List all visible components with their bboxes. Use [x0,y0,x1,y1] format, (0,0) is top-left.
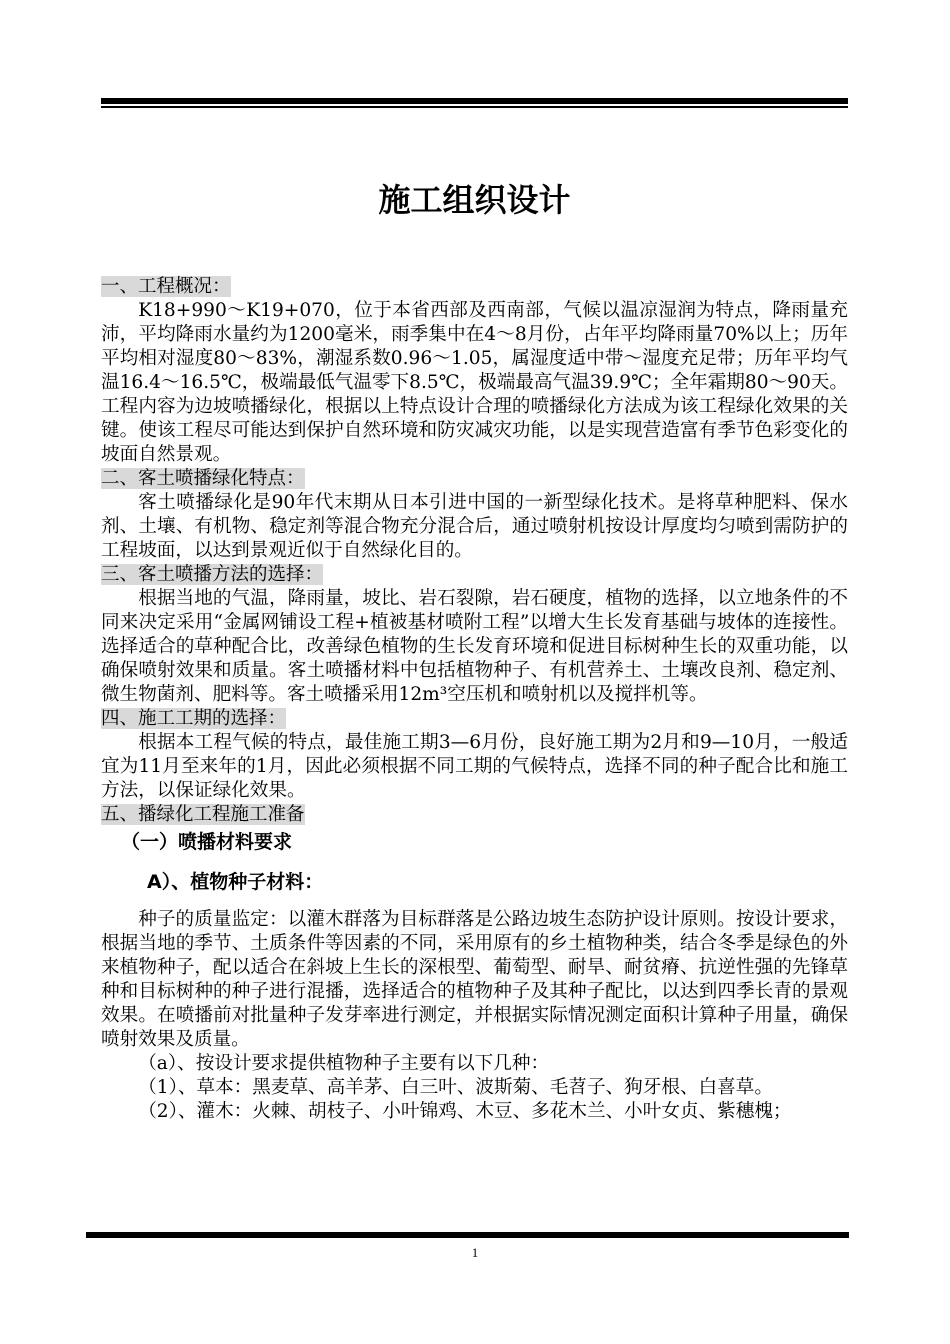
footer-rule [86,1232,849,1238]
list-item: （2）、灌木：火棘、胡枝子、小叶锦鸡、木豆、多花木兰、小叶女贞、紫穗槐； [138,1101,792,1122]
section-paragraph-schedule: 根据本工程气候的特点，最佳施工期3—6月份，良好施工期为2月和9—10月，一般适宜为11月至来年的1月，因此必须根据不同工期的气候特点，选择不同的种子配合比和施工方法，以保证绿化效果。 [101,732,848,801]
section-heading-overview: 一、工程概况： [101,276,231,297]
page-number: 1 [471,1245,479,1260]
header-rule-thin [101,106,848,108]
section-paragraph-features: 客土喷播绿化是90年代末期从日本引进中国的一新型绿化技术。是将草种肥料、保水剂、土壤、有机物、稳定剂等混合物充分混合后，通过喷射机按设计厚度均匀喷到需防护的工程坡面，以达到景观近似于自然绿化目的。 [101,492,848,561]
header-rule-thick [101,98,848,104]
list-intro: （a）、按设计要求提供植物种子主要有以下几种： [138,1053,550,1074]
section-heading-features: 二、客土喷播绿化特点： [101,468,305,489]
section-paragraph-method: 根据当地的气温，降雨量，坡比、岩石裂隙，岩石硬度，植物的选择，以立地条件的不同来决定采用“金属网铺设工程+植被基材喷附工程”以增大生长发育基础与坡体的连接性。选择适合的草种配合比，改善绿色植物的生长发育环境和促进目标树种生长的双重功能，以确保喷射效果和质量。客土喷播材料中包括植物种子、有机营养土、土壤改良剂、稳定剂、微生物菌剂、肥料等。客土喷播采用12m³空压机和喷射机以及搅拌机等。 [101,588,848,705]
subheading-materials: （一）喷播材料要求 [121,831,293,853]
document-body [101,275,848,1124]
section-paragraph-seeds: 种子的质量监定：以灌木群落为目标群落是公路边坡生态防护设计原则。按设计要求，根据当地的季节、土质条件等因素的不同，采用原有的乡土植物种类，结合冬季是绿色的外来植物种子，配以适合在斜坡上生长的深根型、葡萄型、耐旱、耐贫瘠、抗逆性强的先锋草种和目标树种的种子进行混播，选择适合的植物种子及其种子配比，以达到四季长青的景观效果。在喷播前对批量种子发芽率进行测定，并根据实际情况测定面积计算种子用量，确保喷射效果及质量。 [101,909,848,1050]
section-heading-schedule: 四、施工工期的选择： [101,708,287,729]
subsubheading-seeds: A）、植物种子材料： [147,871,324,893]
document-title: 施工组织设计 [378,181,571,219]
section-heading-preparation: 五、播绿化工程施工准备 [101,804,305,825]
list-item: （1）、草本：黑麦草、高羊茅、白三叶、波斯菊、毛苕子、狗牙根、白喜草。 [138,1077,773,1098]
section-heading-method: 三、客土喷播方法的选择： [101,564,324,585]
section-paragraph-overview: K18+990～K19+070，位于本省西部及西南部，气候以温凉湿润为特点，降雨量充沛，平均降雨水量约为1200毫米，雨季集中在4～8月份，占年平均降雨量70%以上；历年平均相对湿度80～83%，潮湿系数0.96～1.05，属湿度适中带～湿度充足带；历年平均气温16.4～16.5℃，极端最低气温零下8.5℃，极端最高气温39.9℃；全年霜期80～90天。工程内容为边坡喷播绿化，根据以上特点设计合理的喷播绿化方法成为该工程绿化效果的关键。使该工程尽可能达到保护自然环境和防灾减灾功能，以是实现营造富有季节色彩变化的坡面自然景观。 [101,300,848,465]
